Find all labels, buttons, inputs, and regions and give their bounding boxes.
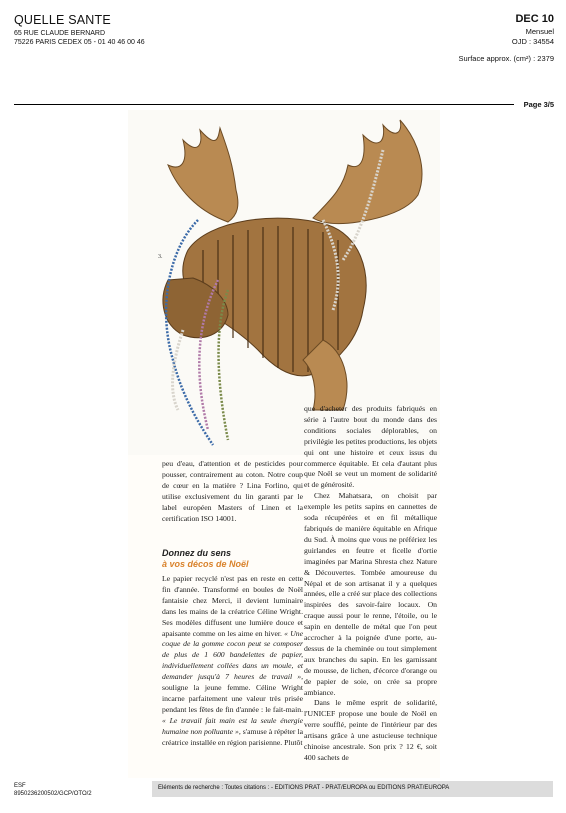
header-divider bbox=[14, 104, 514, 105]
text-run: souligne la jeune femme. Céline Wright incarne parfaitement une valeur très prisée pendant les fêtes de fin d'année : le fait-main. bbox=[162, 683, 303, 714]
ojd-count: OJD : 34554 bbox=[511, 37, 554, 46]
address-line-2: 75226 PARIS CEDEX 05 - 01 40 46 00 46 bbox=[14, 39, 145, 46]
surface-area: Surface approx. (cm²) : 2379 bbox=[458, 54, 554, 63]
paragraph: que d'acheter des produits fabriqués en série à l'autre bout du monde dans des conditions sociales déplorables, on privilégie les petites productions, les objets qui ont une histoire et ceux issus du commerce équitable. Et cela d'autant plus que Noël se veut un moment de solidarité et de générosité. bbox=[304, 404, 437, 490]
text-run: s'amuse à répéter la créatrice installée en région parisienne. Plutôt bbox=[162, 726, 304, 747]
quote-run: « Le travail fait main est la seule énergie humaine non polluante », bbox=[162, 715, 303, 736]
frequency: Mensuel bbox=[525, 27, 554, 36]
section-title-line-1: Donnez du sens bbox=[162, 548, 232, 558]
section-title-line-2: à vos décos de Noël bbox=[162, 559, 249, 569]
text-run: Le papier recyclé n'est pas en reste en cette fin d'année. Transformé en boules de Noël fantaisie chez Merci, il devient luminaire dans les mains de la créatrice Céline Wright. Ses modèles diffusent une lumière douce et apaisante comme on les aime en hiver. bbox=[162, 574, 303, 638]
page-number: Page 3/5 bbox=[520, 100, 554, 109]
paragraph: peu d'eau, d'attention et de pesticides pour pousser, contrairement au coton. Notre coup de cœur en la matière ? Lina Forlino, qui utilise exclusivement du lin garanti par le label européen Masters of Linen et la certification ISO 14001. bbox=[162, 459, 303, 523]
paragraph: Dans le même esprit de solidarité, l'UNICEF propose une boule de Noël en verre soufflé, peinte de l'intérieur par des artisans grâce à une astucieuse technique chinoise ancestrale. Son prix ? 12 €, soit 400 sachets de bbox=[304, 698, 437, 762]
quote-run: « Une coque de la gomme cocon peut se composer de plus de 1 600 bandelettes de papier, individuellement collées dans un moule, et demander jusqu'à 7 heures de travail », bbox=[162, 628, 303, 682]
article-column-left-top bbox=[162, 459, 303, 524]
publication-title: QUELLE SANTE bbox=[14, 13, 111, 27]
article-column-right bbox=[304, 404, 437, 764]
paragraph: Chez Mahatsara, on choisit par exemple les petits sapins en cannettes de soda récupérées et en fil métallique fabriqués de manière équitable en Afrique du Sud. À moins que vous ne préfériez les guirlandes en feutre et ficelle d'ortie imaginées par Marina Shresta chez Nature & Découvertes. Tombée amoureuse du Népal et de son artisanat il y a quelques années, elle a créé sur place des collections inspirées des savoir-faire locaux. On craque aussi pour le renne, l'étoile, ou le sapin en dentelle de métal que l'on peut accrocher à la poignée d'une porte, au-dessus de la cheminée ou tout simplement aux branches du sapin. En les garnissant de mousse, de lichen, d'écorce d'orange ou de papier de soie, on crée sa propre ambiance. bbox=[304, 491, 437, 697]
address-line-1: 65 RUE CLAUDE BERNARD bbox=[14, 30, 106, 37]
photo-caption-number: 3. bbox=[158, 254, 163, 260]
footer-code: ESF bbox=[14, 783, 26, 789]
article-column-left-bottom bbox=[162, 574, 303, 749]
footer-reference: 8950236200502/GCP/OTO/2 bbox=[14, 791, 92, 797]
issue-date: DEC 10 bbox=[515, 13, 554, 25]
paragraph bbox=[162, 574, 303, 749]
research-elements: Eléments de recherche : Toutes citations : - EDITIONS PRAT - PRAT/EUROPA ou EDITIONS PRAT/EUROPA bbox=[158, 785, 450, 791]
